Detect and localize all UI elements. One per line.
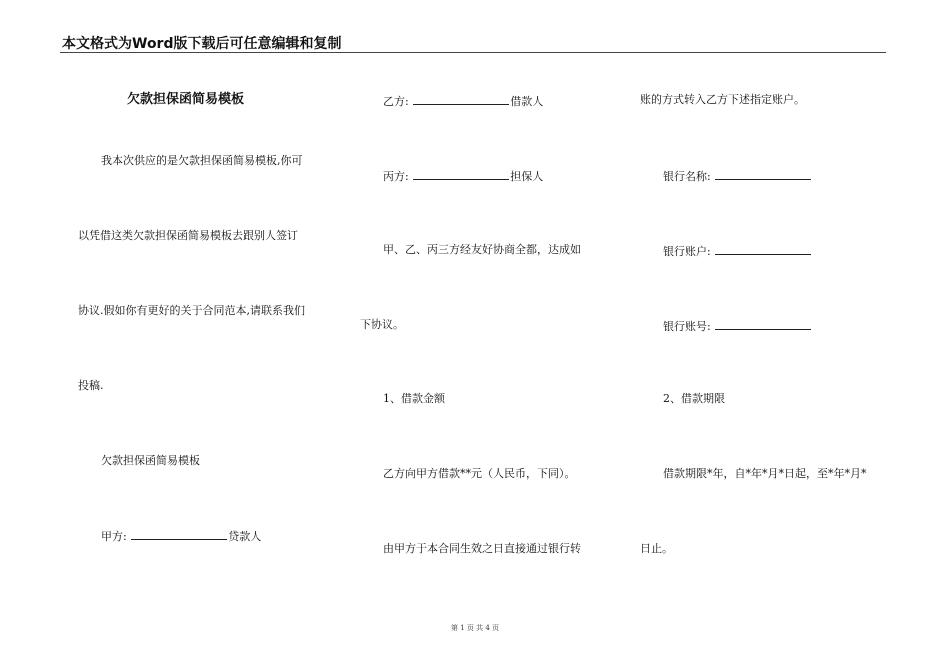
document-header-title: 本文格式为Word版下载后可任意编辑和复制 <box>62 36 342 52</box>
bank-name-line <box>663 168 812 184</box>
agreement-line-2: 下协议。 <box>360 318 404 331</box>
party-b-label: 乙方: <box>383 95 409 108</box>
bank-account-label: 银行账户: <box>663 245 711 258</box>
bank-name-blank <box>715 168 811 180</box>
party-c-role: 担保人 <box>510 170 544 183</box>
loan-term-text: 借款期限*年，自*年*月*日起，至*年*月* <box>663 467 867 480</box>
intro-line-4: 投稿. <box>78 379 104 392</box>
bank-number-line <box>663 318 812 334</box>
bank-account-line <box>663 243 812 259</box>
page-number-footer: 第 1 页 共 4 页 <box>450 624 500 632</box>
party-c-label: 丙方: <box>383 170 409 183</box>
agreement-line-1: 甲、乙、丙三方经友好协商全都，达成如 <box>383 243 581 256</box>
party-a-blank <box>131 528 227 540</box>
loan-amount-text: 乙方向甲方借款**元（人民币，下同）。 <box>383 467 576 480</box>
party-a-line <box>101 528 261 544</box>
header-divider <box>60 52 886 53</box>
intro-line-2: 以凭借这类欠款担保函简易模板去跟别人签订 <box>78 229 298 242</box>
contract-subtitle: 欠款担保函简易模板 <box>101 454 200 467</box>
section-1-heading: 1、借款金额 <box>383 392 445 405</box>
party-b-blank <box>413 93 509 105</box>
party-a-label: 甲方: <box>101 530 127 543</box>
transfer-text: 由甲方于本合同生效之日直接通过银行转 <box>383 542 581 555</box>
party-b-role: 借款人 <box>510 95 544 108</box>
party-c-blank <box>413 168 509 180</box>
party-b-line <box>383 93 543 109</box>
section-2-heading: 2、借款期限 <box>663 392 725 405</box>
bank-number-blank <box>715 318 811 330</box>
party-c-line <box>383 168 543 184</box>
loan-term-end-text: 日止。 <box>640 542 673 555</box>
bank-account-blank <box>715 243 811 255</box>
document-title: 欠款担保函简易模板 <box>127 92 245 107</box>
account-transfer-text: 账的方式转入乙方下述指定账户。 <box>640 93 805 106</box>
intro-line-1: 我本次供应的是欠款担保函简易模板,你可 <box>101 154 303 167</box>
bank-number-label: 银行账号: <box>663 320 711 333</box>
intro-line-3: 协议.假如你有更好的关于合同范本,请联系我们 <box>78 304 305 317</box>
party-a-role: 贷款人 <box>228 530 262 543</box>
bank-name-label: 银行名称: <box>663 170 711 183</box>
